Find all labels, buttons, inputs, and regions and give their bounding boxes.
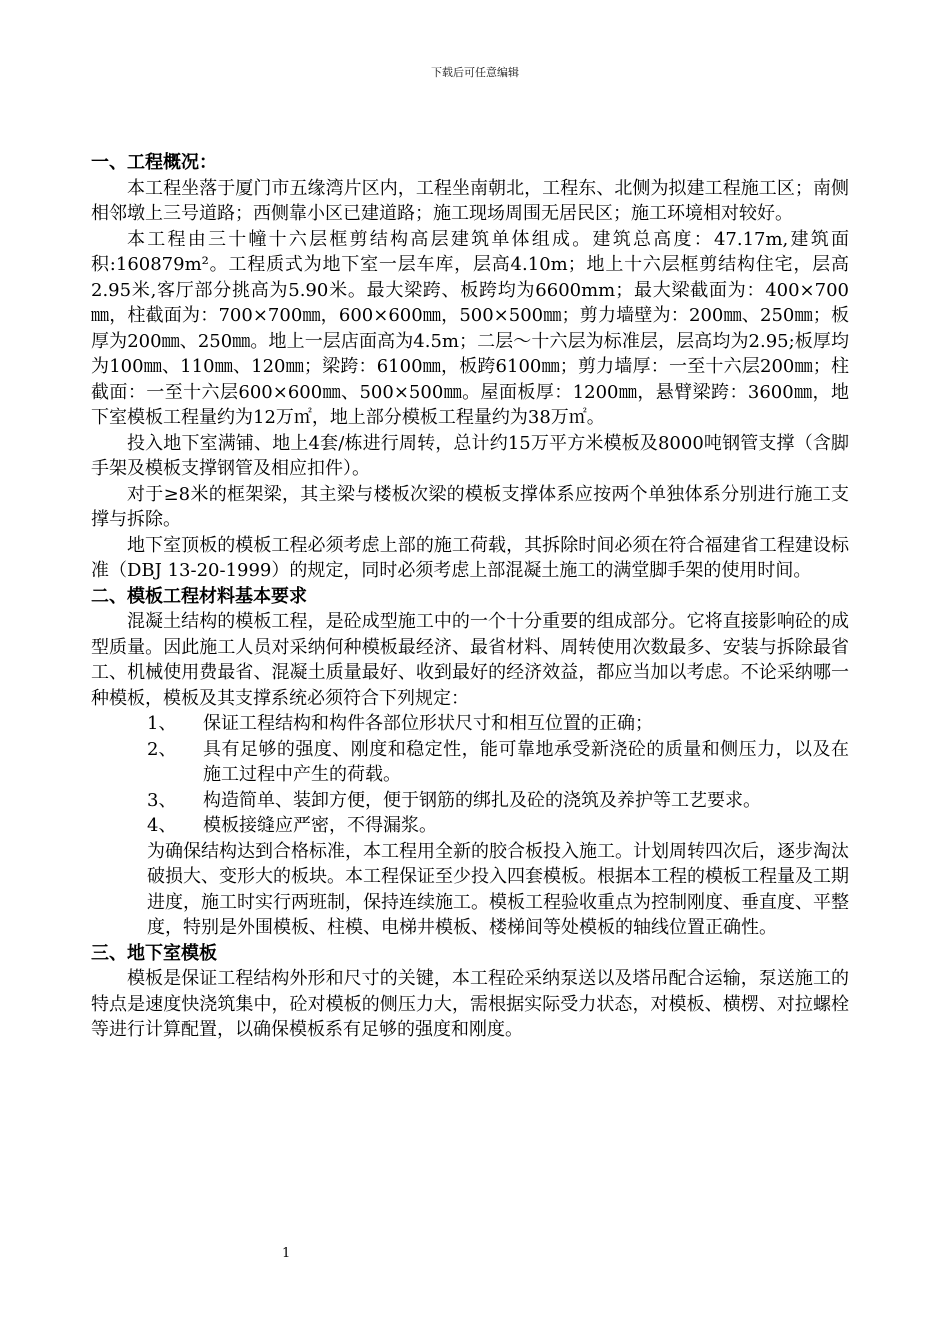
list-item xyxy=(91,813,849,839)
paragraph: 本工程坐落于厦门市五缘湾片区内，工程坐南朝北，工程东、北侧为拟建工程施工区；南侧相邻墩上三号道路；西侧靠小区已建道路；施工现场周围无居民区；施工环境相对较好。 xyxy=(91,177,849,224)
page-number: 1 xyxy=(282,1246,291,1261)
list-text: 模板接缝应严密，不得漏浆。 xyxy=(203,815,437,836)
paragraph: 投入地下室满铺、地上4套/栋进行周转，总计约15万平方米模板及8000吨钢管支撑（含脚手架及模板支撑钢管及相应扣件）。 xyxy=(91,432,849,479)
paragraph: 本工程由三十幢十六层框剪结构高层建筑单体组成。建筑总高度：47.17m,建筑面积:160879m²。工程质式为地下室一层车库，层高4.10m；地上十六层框剪结构住宅，层高2.95米,客厅部分挑高为5.90米。最大梁跨、板跨均为6600mm；最大梁截面为：400×700㎜，柱截面为：700×700㎜，600×600㎜，500×500㎜；剪力墙壁为：200㎜、250㎜；板厚为200㎜、250㎜。地上一层店面高为4.5m；二层～十六层为标准层，层高均为2.95;板厚均为100㎜、110㎜、120㎜；梁跨：6100㎜，板跨6100㎜；剪力墙厚：一至十六层200㎜；柱截面：一至十六层600×600㎜、500×500㎜。屋面板厚：1200㎜，悬臂梁跨：3600㎜，地下室模板工程量约为12万㎡，地上部分模板工程量约为38万㎡。 xyxy=(91,228,849,428)
paragraph: 为确保结构达到合格标准，本工程用全新的胶合板投入施工。计划周转四次后，逐步淘汰破损大、变形大的板块。本工程保证至少投入四套模板。根据本工程的模板工程量及工期进度，施工时实行两班制，保持连续施工。模板工程验收重点为控制刚度、垂直度、平整度，特别是外围模板、柱模、电梯井模板、楼梯间等处模板的轴线位置正确性。 xyxy=(147,840,849,938)
paragraph: 混凝土结构的模板工程，是砼成型施工中的一个十分重要的组成部分。它将直接影响砼的成型质量。因此施工人员对采纳何种模板最经济、最省材料、周转使用次数最多、安装与拆除最省工、机械使用费最省、混凝土质量最好、收到最好的经济效益，都应当加以考虑。不论采纳哪一种模板，模板及其支撑系统必须符合下列规定： xyxy=(91,611,849,709)
document-body xyxy=(91,150,849,1043)
list-item xyxy=(91,788,849,814)
list-item xyxy=(91,711,849,737)
list-text: 具有足够的强度、刚度和稳定性，能可靠地承受新浇砼的质量和侧压力，以及在施工过程中产生的荷载。 xyxy=(203,738,849,785)
list-item xyxy=(91,737,849,788)
paragraph: 模板是保证工程结构外形和尺寸的关键，本工程砼采纳泵送以及塔吊配合运输，泵送施工的特点是速度快浇筑集中，砼对模板的侧压力大，需根据实际受力状态，对模板、横楞、对拉螺栓等进行计算配置，以确保模板系有足够的强度和刚度。 xyxy=(91,968,849,1040)
section-heading-materials: 二、模板工程材料基本要求 xyxy=(91,585,307,607)
list-number: 2、 xyxy=(147,738,177,760)
page-header: 下载后可任意编辑 xyxy=(431,66,519,79)
list-text: 保证工程结构和构件各部位形状尺寸和相互位置的正确； xyxy=(203,713,653,734)
section-heading-overview: 一、工程概况： xyxy=(91,152,217,173)
paragraph: 对于≥8米的框架梁，其主梁与楼板次梁的模板支撑体系应按两个单独体系分别进行施工支撑与拆除。 xyxy=(91,483,849,530)
list-number: 3、 xyxy=(147,789,177,811)
section-heading-basement: 三、地下室模板 xyxy=(91,942,217,964)
list-number: 4、 xyxy=(147,815,177,836)
list-text: 构造简单、装卸方便，便于钢筋的绑扎及砼的浇筑及养护等工艺要求。 xyxy=(203,789,761,811)
paragraph: 地下室顶板的模板工程必须考虑上部的施工荷载，其拆除时间必须在符合福建省工程建设标准（DBJ 13-20-1999）的规定，同时必须考虑上部混凝土施工的满堂脚手架的使用时间。 xyxy=(91,534,849,581)
list-number: 1、 xyxy=(147,713,177,734)
